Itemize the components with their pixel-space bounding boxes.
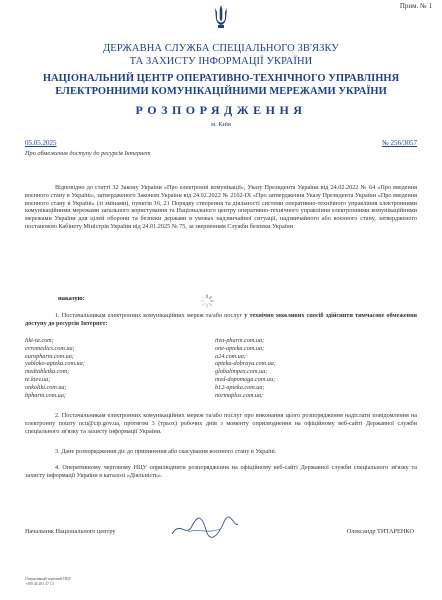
- document-type: РОЗПОРЯДЖЕННЯ: [135, 103, 307, 117]
- footer-line-1: Оперативний черговий НЦУ: [25, 577, 72, 581]
- sites-column-right: [215, 337, 405, 399]
- footer-line-2: +380 44 281 47 13: [25, 582, 54, 586]
- paragraph-item-3: 3. Дане розпорядження діє до припинення або скасування воєнного стану в Україні.: [55, 448, 277, 455]
- document-subject: Про обмеження доступу до ресурсів Інтернет: [25, 150, 151, 157]
- organization-subheader: [0, 72, 442, 98]
- site-item: itva-pharm.com.ua;: [215, 337, 265, 344]
- org-line-1: ДЕРЖАВНА СЛУЖБА СПЕЦІАЛЬНОГО ЗВ'ЯЗКУ: [103, 43, 339, 54]
- org-line-3: НАЦІОНАЛЬНИЙ ЦЕНТР ОПЕРАТИВНО-ТЕХНІЧНОГО УПРАВЛІННЯ: [42, 73, 400, 84]
- handwritten-signature: [168, 512, 240, 542]
- paragraph-item-2: 2. Постачальникам електронних комунікаційних мереж та/або послуг про виконання цього розпорядження надіслати повідомлення на електронну пошту ncu@cip.gov.ua, протягом 3 (трьох) робочих днів з моменту оприлюднення на офіційному веб-сайті Державної служби спеціального зв'язку та захисту інформації України.: [25, 412, 417, 435]
- document-city: м. Київ: [210, 121, 232, 128]
- site-item: normaplus.com.ua;: [215, 391, 264, 399]
- sites-column-left: [25, 337, 215, 399]
- document-number: № 256/3057: [382, 139, 417, 147]
- site-item: apteka-dobraya.com.ua;: [215, 360, 276, 368]
- site-item: yabloko-apteka.com.ua;: [25, 360, 85, 368]
- site-item: te.kiev.ua;: [25, 375, 51, 383]
- organization-header: [0, 42, 442, 68]
- loading-spinner-icon: [200, 294, 214, 308]
- org-line-4: ЕЛЕКТРОННИМИ КОМУНІКАЦІЙНИМИ МЕРЕЖАМИ УКРАЇНИ: [55, 86, 387, 97]
- paragraph-item-1: [25, 312, 417, 328]
- paragraph-legal-basis: Відповідно до статті 32 Закону України «Про електронні комунікації», Указу Президента України від 24.02.2022 № 64 «Про введення воєнного стану в Україні», затвердженого Законом України від 24.02.2022 № 2102-IX «Про затвердження Указу Президента України «Про введення воєнного стану в Україні» (зі змінами), пунктів 16, 21 Порядку створення та діяльності системи оперативно-технічного управління електронними комунікаційними мережами загального користування та Національного центру оперативно-технічного управління електронними комунікаційними мережами України для цілей оборони та безпеки держави в умовах надзвичайної ситуації, надзвичайного або воєнного стану, затвердженого постановою Кабінету Міністрів України від 24.01.2025 № 75, за зверненням Служби безпеки України: [25, 184, 417, 230]
- site-item: medtabletka.com;: [25, 368, 70, 376]
- site-item: onkoliki.com.ua;: [25, 383, 67, 391]
- copy-mark: Прим. № 1: [399, 2, 432, 10]
- site-item: globalimpex.com.ua;: [215, 368, 268, 376]
- org-line-2: ТА ЗАХИСТУ ІНФОРМАЦІЇ УКРАЇНИ: [129, 56, 313, 67]
- site-item: liki-ta.com;: [25, 337, 54, 344]
- paragraph-item-4: 4. Оперативному черговому НЦУ оприлюднити розпорядження на офіційному веб-сайті Державної служби спеціального зв'язку та захисту інформації України в каталозі «Діяльність».: [25, 464, 417, 479]
- site-item: a24.com.ua;: [215, 352, 246, 360]
- site-item: bpharm.com.ua;: [25, 391, 66, 399]
- signatory-position: Начальник Національного центру: [25, 528, 116, 535]
- site-item: evromedics.com.ua;: [25, 344, 75, 352]
- order-word: наказую:: [58, 295, 85, 302]
- footer-contact: [25, 577, 71, 587]
- site-item: europharm.com.ua;: [25, 352, 74, 360]
- trident-icon: [213, 4, 229, 30]
- site-item: one-apteka.com.ua;: [215, 344, 265, 352]
- document-date: 05.05.2025: [25, 139, 57, 147]
- site-item: med-dopomoga.com.ua;: [215, 375, 276, 383]
- item-1-text: 1. Постачальникам електронних комунікаційних мереж та/або послуг: [55, 312, 245, 319]
- site-item: b12-apteka.com.ua;: [215, 383, 265, 391]
- item-1-bold-text: у технічно можливих спосіб здійснити тимчасове обмеження доступу до ресурсів Інтернет:: [25, 312, 417, 327]
- signatory-name: Олександр ТИТАРЕНКО: [346, 528, 414, 535]
